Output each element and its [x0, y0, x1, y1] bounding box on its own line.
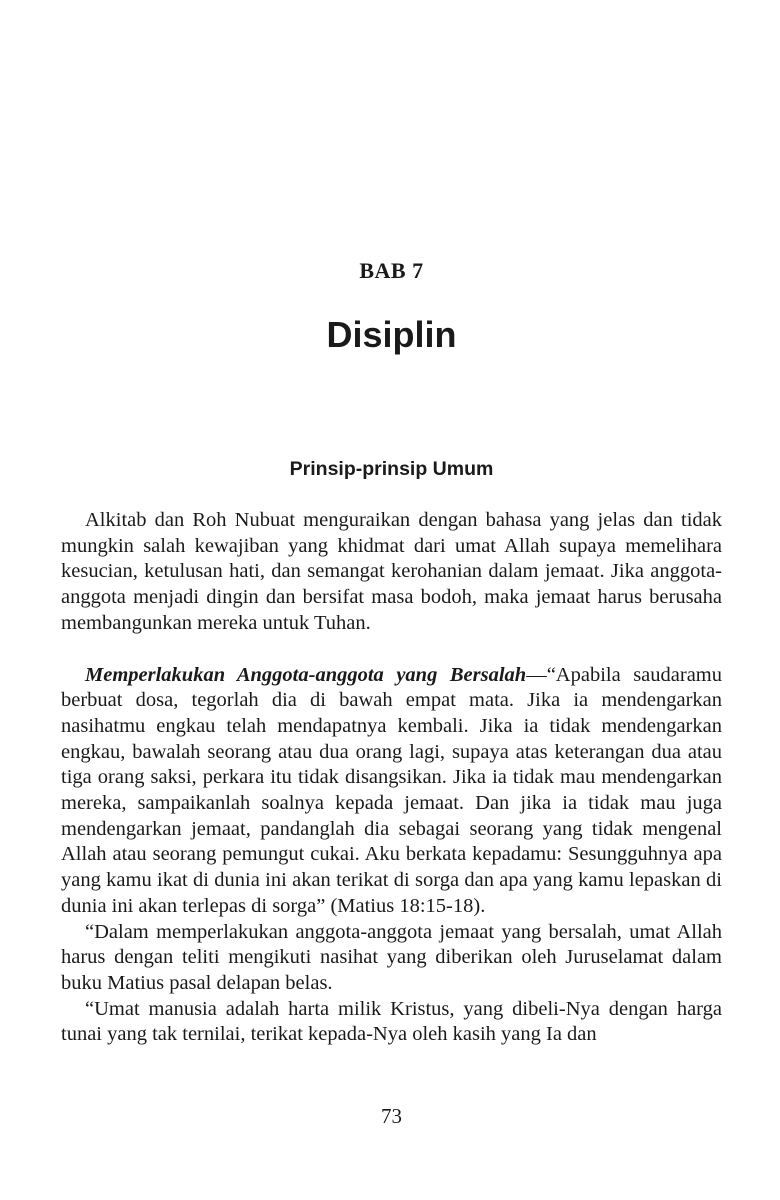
paragraph-quote-2: “Umat manusia adalah harta milik Kristus, yang dibeli-Nya dengan harga tunai yang tak ternilai, terikat kepada-Nya oleh kasih yang Ia dan	[61, 997, 722, 1046]
section-heading: Prinsip-prinsip Umum	[289, 458, 494, 480]
chapter-title: Disiplin	[326, 314, 457, 355]
page-number: 73	[381, 1104, 402, 1128]
paragraph-erring-members-text: —“Apabila saudaramu berbuat dosa, tegorlah dia di bawah empat mata. Jika ia mendengarkan nasihatmu engkau telah mendapatnya kembali. Jika ia tidak mendengarkan engkau, bawalah seorang atau dua orang lagi, supaya atas keterangan dua atau tiga orang saksi, perkara itu tidak disangsikan. Jika ia tidak mau mendengarkan mereka, sampaikanlah soalnya kepada jemaat. Dan jika ia tidak mau juga mendengarkan jemaat, pandanglah dia sebagai seorang yang tidak mengenal Allah atau seorang pemungut cukai. Aku berkata kepadamu: Sesungguhnya apa yang kamu ikat di dunia ini akan terikat di sorga dan apa yang kamu lepaskan di dunia ini akan terlepas di sorga” (Matius 18:15-18).	[61, 663, 722, 917]
book-page	[61, 0, 722, 1200]
run-in-heading: Memperlakukan Anggota-anggota yang Bersalah	[85, 663, 527, 686]
body-text	[61, 508, 722, 1048]
chapter-label: BAB 7	[359, 258, 424, 283]
paragraph-erring-members	[61, 663, 722, 920]
paragraph-quote-1: “Dalam memperlakukan anggota-anggota jemaat yang bersalah, umat Allah harus dengan teliti mengikuti nasihat yang diberikan oleh Juruselamat dalam buku Matius pasal delapan belas.	[61, 920, 722, 994]
paragraph-intro: Alkitab dan Roh Nubuat menguraikan dengan bahasa yang jelas dan tidak mungkin salah kewajiban yang khidmat dari umat Allah supaya memelihara kesucian, ketulusan hati, dan semangat kerohanian dalam jemaat. Jika anggota-anggota menjadi dingin dan bersifat masa bodoh, maka jemaat harus berusaha membangunkan mereka untuk Tuhan.	[61, 509, 722, 634]
